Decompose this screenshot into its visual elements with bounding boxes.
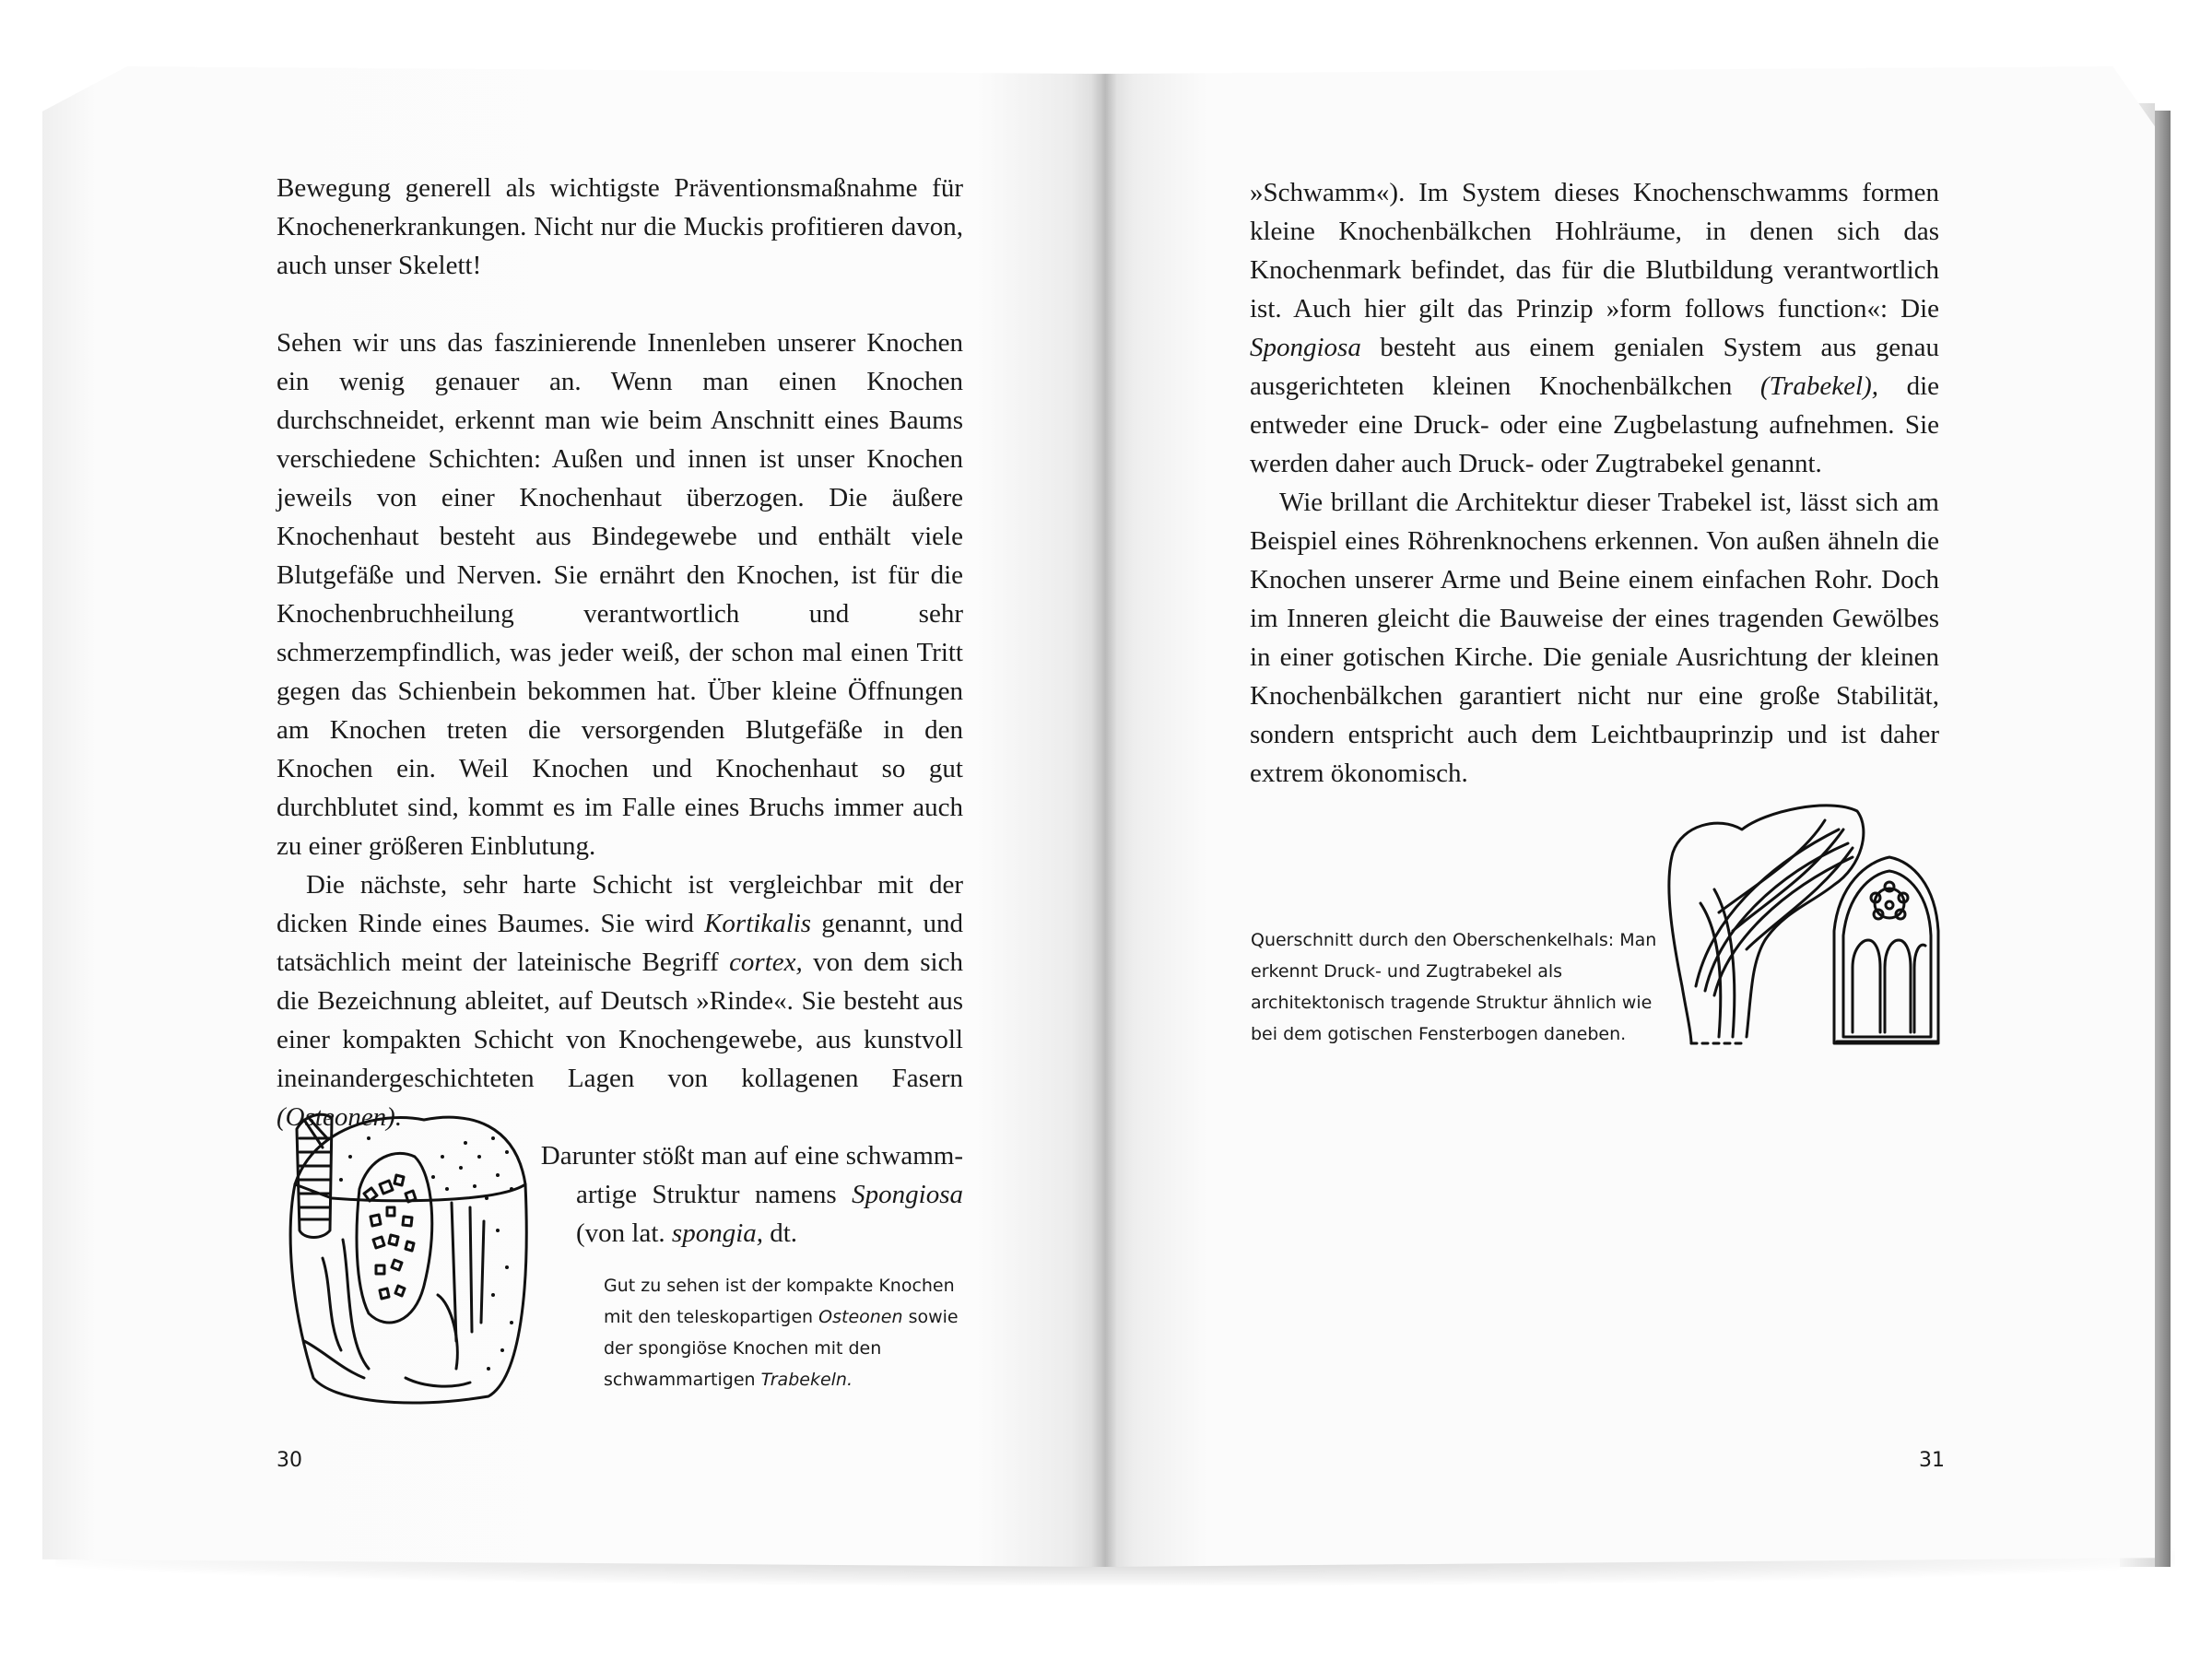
left-paragraph-2: Sehen wir uns das faszinierende Innenleben unserer Knochen ein wenig genauer an. Wenn man einen Knochen durchschneidet, erkennt man wie beim Anschnitt eines Baums verschiedene Schichten: Außen und innen ist unser Knochen jeweils von einer Knochenhaut überzogen. Die äußere Knochenhaut besteht aus Bindegewebe und enthält viele Blutgefäße und Nerven. Sie ernährt den Knochen, ist für die Knochenbruchheilung verantwortlich und sehr schmerzempfindlich, was jeder weiß, der schon mal einen Tritt gegen das Schienbein bekommen hat. Über kleine Öffnungen am Knochen treten die versorgenden Blutgefäße in den Knochen ein. Weil Knochen und Knochenhaut so gut durchblutet sind, kommt es im Falle eines Bruchs immer auch zu einer größeren Einblutung. bbox=[276, 328, 963, 861]
right-page-text bbox=[1250, 173, 1939, 793]
left-paragraph-3: Die nächste, sehr harte Schicht ist vergleichbar mit der dicken Rinde eines Baumes. Sie wird Kortikalis genannt, und tatsächlich meint der lateinische Begriff cortex, von dem sich die Bezeichnung ableitet, auf Deutsch »Rinde«. Sie besteht aus einer kompakten Schicht von Knochengewebe, aus kunstvoll ineinandergeschichteten Lagen von kollagenen Fasern (Osteonen). bbox=[276, 870, 963, 1132]
book-gutter bbox=[1091, 74, 1117, 1567]
right-caption: Querschnitt durch den Oberschenkelhals: Man erkennt Druck- und Zugtrabekel als architektonisch tragende Struktur ähnlich wie bei dem gotischen Fensterbogen daneben. bbox=[1251, 930, 1657, 1044]
left-paragraph-4-line-1: Darunter stößt man auf eine schwamm- bbox=[540, 1141, 963, 1171]
left-page-text bbox=[276, 169, 963, 1253]
right-paragraph-1: »Schwamm«). Im System dieses Knochenschwamms formen kleine Knochenbälkchen Hohlräume, in denen sich das Knochenmark befindet, das für die Blutbildung verantwortlich ist. Auch hier gilt das Prinzip »form follows function«: Die Spongiosa besteht aus einem genialen System aus genau ausgerichteten kleinen Knochenbälkchen (Trabekel), die entweder eine Druck- oder eine Zugbelastung aufnehmen. Sie werden daher auch Druck- oder Zugtrabekel genannt. bbox=[1250, 178, 1939, 478]
page-number-right: 31 bbox=[1919, 1449, 1945, 1472]
left-caption: Gut zu sehen ist der kompakte Knochen mit den teleskopartigen Osteonen sowie der spongiöse Knochen mit den schwammartigen Trabekeln. bbox=[604, 1276, 959, 1390]
femur-and-gothic-window-illustration bbox=[1664, 802, 1940, 1060]
bone-section-illustration bbox=[276, 1101, 571, 1415]
right-paragraph-2: Wie brillant die Architektur dieser Trabekel ist, lässt sich am Beispiel eines Röhrenknochens erkennen. Von außen ähneln die Knochen unserer Arme und Beine einem einfachen Rohr. Doch im Inneren gleicht die Bauweise der eines tragenden Gewölbes in einer gotischen Kirche. Die geniale Ausrichtung der kleinen Knochenbälkchen garantiert nicht nur eine große Stabilität, sondern entspricht auch dem Leichtbauprinzip und ist daher extrem ökonomisch. bbox=[1250, 488, 1939, 788]
left-paragraph-1: Bewegung generell als wichtigste Präventionsmaßnahme für Knochenerkrankungen. Nicht nur die Muckis profitieren davon, auch unser Skelett! bbox=[276, 173, 963, 280]
page-number-left: 30 bbox=[276, 1449, 302, 1472]
left-paragraph-4-rest: artige Struktur namens Spongiosa (von lat. spongia, dt. bbox=[576, 1180, 963, 1248]
